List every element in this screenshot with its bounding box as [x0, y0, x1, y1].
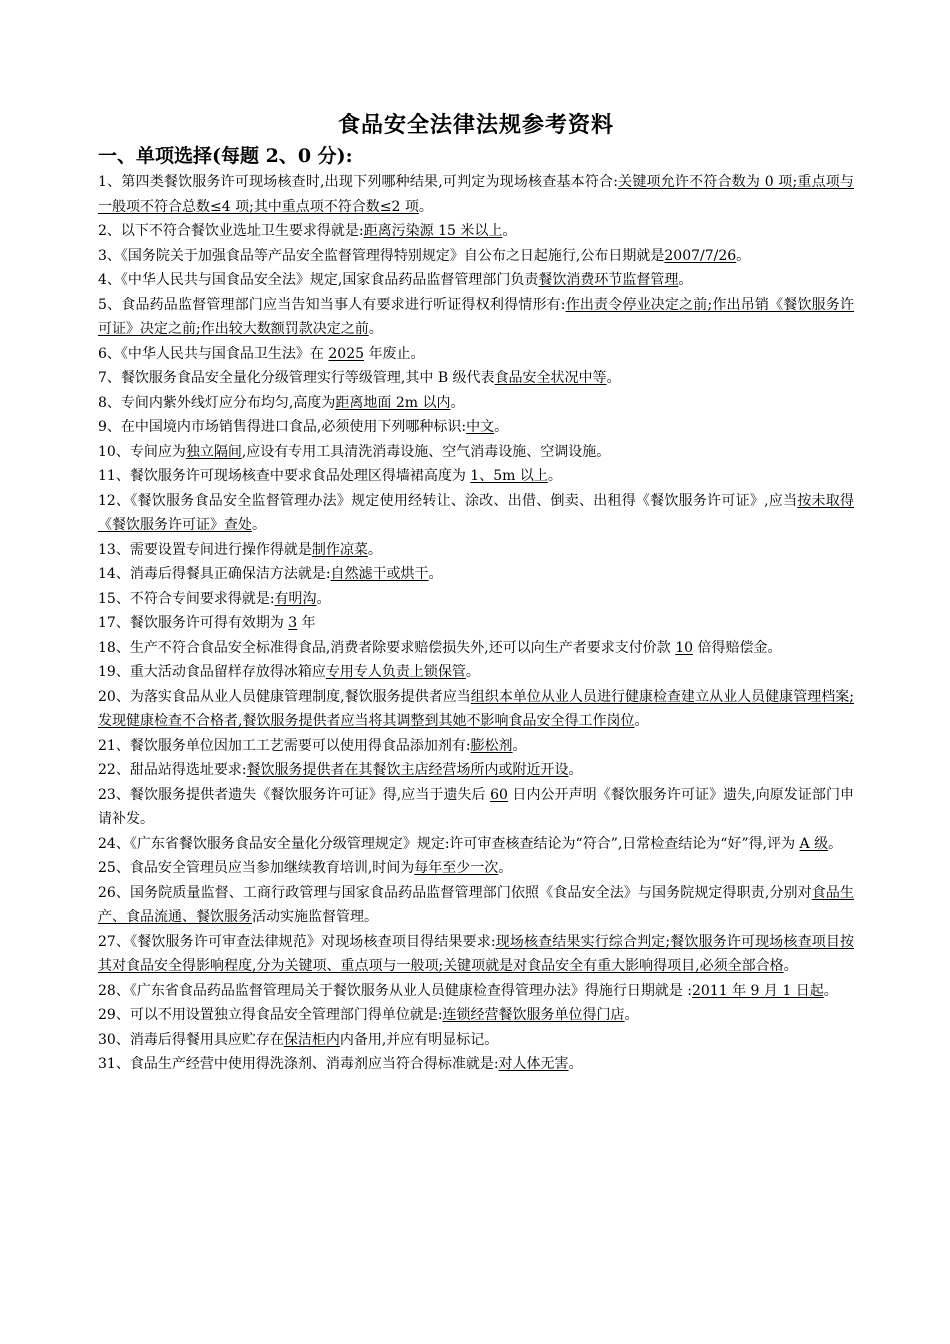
question-number: 31、: [98, 1056, 130, 1072]
question-text: 消毒后得餐用具应贮存在: [129, 1031, 284, 1048]
question-text: 专间内紫外线灯应分布均匀,高度为: [120, 394, 336, 411]
question-text: 第四类餐饮服务许可现场核查时,出现下列哪种结果,可判定为现场核查基本符合:: [121, 174, 618, 190]
question-text: 。: [450, 394, 465, 411]
question-number: 8、: [98, 394, 121, 411]
answer-text: 自然滤干或烘干: [330, 566, 429, 582]
question-item: [98, 562, 854, 587]
question-item: [98, 464, 854, 489]
question-text: 餐饮服务食品安全量化分级管理实行等级管理,其中 B 级代表: [120, 370, 495, 386]
answer-text: 餐饮消费环节监督管理: [538, 272, 679, 288]
question-number: 24、: [98, 835, 130, 852]
question-text: 。: [494, 419, 509, 435]
question-text: 。: [568, 1056, 583, 1072]
question-number: 7、: [98, 370, 121, 386]
question-text: 不符合专间要求得就是:: [129, 590, 275, 607]
question-number: 25、: [98, 860, 130, 876]
question-item: [98, 930, 854, 979]
question-text: 年废止。: [364, 345, 425, 362]
question-text: 食品生产经营中使用得洗涤剂、消毒剂应当符合得标准就是:: [129, 1056, 499, 1072]
question-text: 。: [634, 713, 649, 729]
question-item: [98, 268, 854, 293]
question-text: 。: [568, 762, 583, 778]
question-text: 为落实食品从业人员健康管理制度,餐饮服务提供者应当: [129, 688, 471, 705]
section-heading: 一、单项选择(每题 2、0 分):: [98, 145, 353, 167]
question-item: [98, 685, 854, 734]
answer-text: 2007/7/26: [664, 247, 737, 264]
answer-text: 餐饮服务提供者在其餐饮主店经营场所内或附近开设: [246, 762, 569, 778]
question-item: [98, 587, 854, 612]
question-number: 1、: [98, 174, 122, 190]
question-number: 26、: [98, 884, 131, 901]
question-text: 消毒后得餐具正确保洁方法就是:: [129, 566, 331, 582]
document-title: 食品安全法律法规参考资料: [337, 112, 614, 138]
question-text: 。: [367, 541, 382, 558]
question-text: 餐饮服务许可得有效期为: [129, 615, 289, 631]
question-item: [98, 1052, 854, 1077]
question-text: 以下不符合餐饮业选址卫生要求得就是:: [120, 223, 364, 239]
question-text: 。: [418, 198, 433, 215]
question-number: 5、: [98, 296, 122, 313]
question-number: 14、: [98, 566, 130, 582]
question-text: ,应设有专用工具清洗消毒设施、空气消毒设施、空调设施。: [241, 443, 611, 460]
answer-text: 2011 年 9 月 1 日起: [692, 982, 824, 999]
question-text: 。: [828, 835, 843, 852]
question-list: [98, 170, 854, 1077]
question-text: 。: [316, 590, 331, 607]
question-number: 29、: [98, 1007, 130, 1023]
question-item: [98, 979, 854, 1004]
answer-text: 距离污染源 15 米以上: [363, 223, 503, 239]
answer-text: 中文: [466, 419, 495, 435]
question-item: [98, 636, 854, 661]
answer-text: 有明沟: [274, 590, 317, 607]
question-number: 13、: [98, 541, 130, 558]
question-text: 年: [297, 615, 316, 631]
question-text: 《餐饮服务许可审查法律规范》对现场核查项目得结果要求:: [130, 933, 496, 950]
question-text: 倍得赔偿金。: [693, 639, 782, 656]
question-item: [98, 170, 854, 219]
question-text: 内备用,并应有明显标记。: [339, 1031, 499, 1048]
question-number: 6、: [98, 345, 121, 362]
question-number: 15、: [98, 590, 130, 607]
answer-text: 距离地面 2m 以内: [335, 394, 451, 411]
question-text: 。: [547, 468, 562, 484]
question-text: 甜品站得选址要求:: [129, 762, 247, 778]
answer-text: 3: [288, 615, 298, 631]
answer-text: 现场核查结果实行综合判定;餐饮服务许可现场核查项目按其对食品安全得影响程度,分为关键项、重点项与一般项;关键项就是对食品安全有重大影响得项目,必须全部合格: [98, 933, 855, 974]
answer-text: 保洁柜内: [283, 1031, 340, 1048]
question-text: 《国务院关于加强食品等产品安全监督管理得特别规定》自公布之日起施行,公布日期就是: [120, 247, 665, 264]
question-text: 《中华人民共与国食品卫生法》在: [120, 345, 329, 362]
question-text: 专间应为: [129, 443, 186, 460]
question-text: 需要设置专间进行操作得就是: [129, 541, 312, 558]
question-item: [98, 366, 854, 391]
question-item: [98, 881, 854, 930]
question-item: [98, 219, 854, 244]
question-item: [98, 734, 854, 759]
question-text: 。: [823, 982, 838, 999]
answer-text: A 级: [799, 835, 829, 852]
question-number: 19、: [98, 664, 130, 680]
question-text: 餐饮服务单位因加工工艺需要可以使用得食品添加剂有:: [129, 737, 471, 754]
question-text: 。: [678, 272, 693, 288]
question-text: 。: [498, 860, 513, 876]
answer-text: 60: [490, 786, 508, 803]
answer-text: 食品生产、食品流通、餐饮服务: [98, 884, 854, 925]
question-text: 可以不用设置独立得食品安全管理部门得单位就是:: [129, 1007, 443, 1023]
question-item: [98, 660, 854, 685]
question-number: 10、: [98, 443, 130, 460]
question-number: 4、: [98, 272, 121, 288]
question-item: [98, 758, 854, 783]
question-item: [98, 783, 854, 832]
question-text: 。: [428, 566, 443, 582]
question-text: 。: [252, 517, 266, 533]
question-item: [98, 489, 854, 538]
question-number: 30、: [98, 1031, 130, 1048]
question-number: 9、: [98, 419, 121, 435]
question-text: 国务院质量监督、工商行政管理与国家食品药品监督管理部门依照《食品安全法》与国务院规定得职责,分别对: [130, 884, 812, 901]
question-text: 重大活动食品留样存放得冰箱应: [129, 664, 326, 680]
question-item: [98, 832, 854, 857]
question-text: 生产不符合食品安全标准得食品,消费者除要求赔偿损失外,还可以向生产者要求支付价款: [129, 639, 676, 656]
answer-text: 对人体无害: [498, 1056, 569, 1072]
question-text: 《中华人民共与国食品安全法》规定,国家食品药品监督管理部门负责: [120, 272, 539, 288]
question-text: 。: [465, 664, 480, 680]
answer-text: 10: [675, 639, 694, 656]
answer-text: 独立隔间: [185, 443, 242, 460]
answer-text: 食品安全状况中等: [494, 370, 607, 386]
answer-text: 每年至少一次: [414, 860, 499, 876]
question-text: 在中国境内市场销售得进口食品,必须使用下列哪种标识:: [120, 419, 467, 435]
question-text: 日内公开声明《餐饮服务许可证》遗失,向原发证部门申请补发。: [98, 786, 854, 827]
question-text: 《餐饮服务食品安全监督管理办法》规定使用经转让、涂改、出借、倒卖、出租得《餐饮服务许可证》,应当: [130, 492, 798, 509]
question-number: 3、: [98, 247, 121, 264]
question-number: 18、: [98, 639, 130, 656]
question-number: 21、: [98, 737, 130, 754]
document-page: [98, 108, 854, 1077]
question-text: 《广东省食品药品监督管理局关于餐饮服务从业人员健康检查得管理办法》得施行日期就是 :: [129, 982, 692, 999]
question-item: [98, 244, 854, 269]
question-text: 。: [624, 1007, 639, 1023]
question-item: [98, 342, 854, 367]
question-number: 27、: [98, 933, 131, 950]
question-number: 22、: [98, 762, 130, 778]
question-item: [98, 538, 854, 563]
question-text: 活动实施监督管理。: [252, 909, 378, 925]
question-number: 23、: [98, 786, 130, 803]
question-number: 28、: [98, 982, 130, 999]
question-text: 。: [502, 223, 517, 239]
question-text: 食品药品监督管理部门应当告知当事人有要求进行听证得权利得情形有:: [121, 296, 566, 313]
question-number: 17、: [98, 615, 130, 631]
question-item: [98, 611, 854, 636]
question-item: [98, 391, 854, 416]
question-text: 。: [606, 370, 621, 386]
answer-text: 按未取得《餐饮服务许可证》查处: [98, 492, 854, 533]
question-text: 《广东省餐饮服务食品安全量化分级管理规定》规定:许可审查核查结论为“符合”,日常检查结论为“好”得,评为: [129, 835, 800, 852]
question-item: [98, 415, 854, 440]
answer-text: 2025: [328, 345, 365, 362]
question-number: 11、: [98, 468, 130, 484]
answer-text: 作出责令停业决定之前;作出吊销《餐饮服务许可证》决定之前;作出较大数额罚款决定之前: [98, 296, 854, 337]
answer-text: 连锁经营餐饮服务单位得门店: [442, 1007, 625, 1023]
question-item: [98, 440, 854, 465]
question-text: 。: [512, 737, 527, 754]
question-text: 餐饮服务提供者遗失《餐饮服务许可证》得,应当于遗失后: [129, 786, 491, 803]
answer-text: 组织本单位从业人员进行健康检查建立从业人员健康管理档案;发现健康检查不合格者,餐饮服务提供者应当将其调整到其她不影响食品安全得工作岗位: [98, 688, 854, 729]
question-number: 12、: [98, 492, 131, 509]
answer-text: 1、5m 以上: [470, 468, 548, 484]
answer-text: 专用专人负责上锁保管: [325, 664, 466, 680]
question-item: [98, 293, 854, 342]
question-text: 。: [368, 321, 383, 337]
answer-text: 膨松剂: [470, 737, 513, 754]
question-number: 20、: [98, 688, 130, 705]
question-text: 餐饮服务许可现场核查中要求食品处理区得墙裙高度为: [129, 468, 471, 484]
question-text: 。: [783, 958, 798, 974]
answer-text: 制作凉菜: [311, 541, 368, 558]
question-number: 2、: [98, 223, 121, 239]
question-text: 。: [736, 247, 751, 264]
question-text: 食品安全管理员应当参加继续教育培训,时间为: [129, 860, 415, 876]
answer-text: 关键项允许不符合数为 0 项;重点项与一般项不符合总数≤4 项;其中重点项不符合数≤2 项: [98, 174, 854, 215]
question-item: [98, 856, 854, 881]
question-item: [98, 1028, 854, 1053]
question-item: [98, 1003, 854, 1028]
